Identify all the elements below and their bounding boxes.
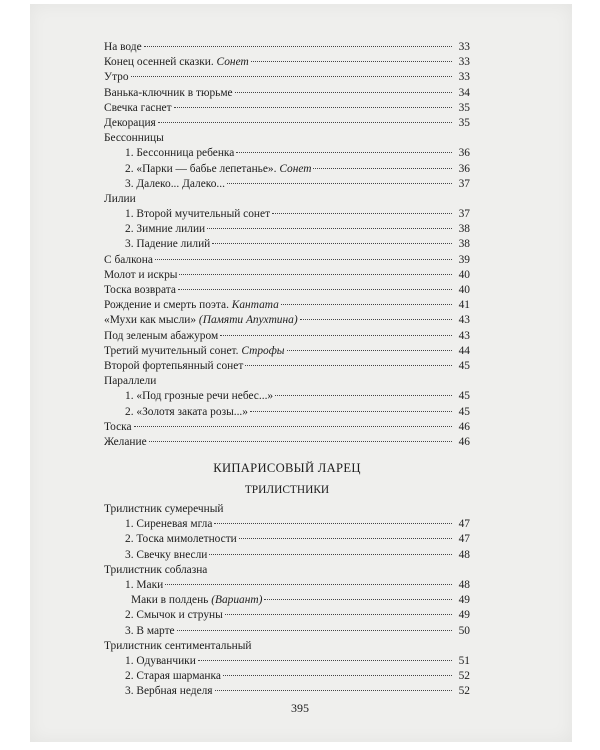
toc-part-1 — [104, 40, 470, 450]
toc-entry-title — [104, 70, 129, 85]
dot-leader — [214, 523, 452, 524]
toc-entry-page: 51 — [458, 654, 470, 667]
subsection-title: ТРИЛИСТНИКИ — [244, 484, 330, 497]
toc-entry-page: 38 — [458, 238, 470, 251]
dot-leader — [287, 350, 452, 351]
dot-leader — [174, 107, 452, 108]
dot-leader — [223, 675, 452, 676]
toc-entry-title-text: 3. Падение лилий — [125, 238, 211, 251]
toc-entry — [104, 435, 470, 450]
toc-entry — [104, 532, 470, 547]
toc-entry — [104, 359, 470, 374]
toc-entry-page: 50 — [458, 624, 470, 637]
toc-entry — [104, 207, 470, 222]
toc-entry-title — [104, 344, 285, 359]
toc-entry — [104, 268, 470, 283]
toc-entry-title-text: Свечка гаснет — [104, 101, 172, 114]
dot-leader — [245, 365, 452, 366]
dot-leader — [212, 243, 452, 244]
toc-entry-title — [104, 55, 249, 70]
toc-entry — [104, 608, 470, 623]
toc-entry-title — [104, 40, 142, 55]
dot-leader — [236, 152, 452, 153]
toc-entry-title — [125, 684, 213, 699]
dot-leader — [225, 614, 452, 615]
toc-entry-page: 38 — [458, 223, 470, 236]
toc-entry-title — [104, 435, 147, 450]
toc-entry-title-text: 2. Зимние лилии — [125, 223, 206, 236]
toc-entry-page: 36 — [458, 147, 470, 160]
toc-entry-title-text: Тоска — [104, 420, 132, 433]
toc-group-heading: Трилистник соблазна — [104, 563, 208, 576]
toc-entry-page: 52 — [458, 685, 470, 698]
toc-group-heading: Трилистник сумеречный — [104, 503, 224, 516]
toc-entry-title-text: 1. Сиреневая мгла — [125, 518, 213, 531]
dot-leader — [239, 538, 452, 539]
dot-leader — [281, 304, 452, 305]
toc-entry — [104, 70, 470, 85]
toc-entry — [104, 624, 470, 639]
toc-entry-title-text: Под зеленым абажуром — [104, 329, 219, 342]
toc-entry-genre: (Вариант) — [211, 594, 263, 607]
toc-entry-page: 34 — [458, 86, 470, 99]
toc-entry — [104, 283, 470, 298]
toc-entry-title-text: «Мухи как мысли» — [104, 314, 199, 327]
dot-leader — [272, 213, 452, 214]
toc-entry-title — [104, 101, 172, 116]
toc-entry — [104, 578, 470, 593]
toc-entry-page: 37 — [458, 208, 470, 221]
toc-entry — [104, 654, 470, 669]
toc-entry-title-text: 3. В марте — [125, 624, 175, 637]
dot-leader — [155, 259, 452, 260]
toc-entry — [104, 669, 470, 684]
toc-entry-title — [125, 237, 210, 252]
toc-entry-title — [104, 253, 153, 268]
dot-leader — [149, 441, 452, 442]
dot-leader — [313, 168, 452, 169]
table-of-contents — [104, 40, 470, 700]
toc-entry-title-text: Конец осенней сказки. — [104, 56, 217, 69]
toc-entry — [104, 420, 470, 435]
toc-entry-page: 37 — [458, 177, 470, 190]
toc-entry-title-text: 3. Свечку внесли — [125, 548, 208, 561]
toc-group-heading: Параллели — [104, 375, 157, 388]
section-title: КИПАРИСОВЫЙ ЛАРЕЦ — [213, 461, 361, 476]
toc-entry-title-text: 1. Бессонница ребенка — [125, 147, 235, 160]
toc-entry-title — [104, 420, 132, 435]
dot-leader — [131, 76, 452, 77]
toc-entry-page: 35 — [458, 101, 470, 114]
toc-entry-title — [125, 624, 175, 639]
toc-entry — [104, 101, 470, 116]
toc-entry-title-text: 3. Далеко... Далеко... — [125, 177, 225, 190]
toc-entry — [104, 237, 470, 252]
toc-entry-title — [131, 593, 262, 608]
toc-entry-title-text: С балкона — [104, 253, 153, 266]
toc-entry — [104, 40, 470, 55]
toc-entry-title-text: Ванька-ключник в тюрьме — [104, 86, 233, 99]
toc-entry-title-text: Утро — [104, 71, 129, 84]
toc-entry-title — [104, 283, 176, 298]
toc-entry-page: 47 — [458, 518, 470, 531]
toc-entry-title — [125, 207, 270, 222]
toc-entry-title — [104, 268, 177, 283]
toc-entry-page: 33 — [458, 41, 470, 53]
dot-leader — [250, 411, 452, 412]
toc-entry-page: 48 — [458, 579, 470, 591]
toc-entry-title-text: Молот и искры — [104, 268, 178, 281]
toc-entry — [104, 313, 470, 328]
toc-entry-title-text: Тоска возврата — [104, 284, 176, 296]
dot-leader — [165, 584, 452, 585]
dot-leader — [198, 660, 452, 661]
toc-entry-genre: Сонет — [216, 56, 249, 69]
toc-entry-page: 45 — [458, 405, 470, 418]
toc-entry-title — [125, 162, 311, 177]
toc-entry-page: 45 — [458, 359, 470, 372]
toc-entry — [104, 548, 470, 563]
toc-entry-page: 46 — [458, 435, 470, 448]
dot-leader — [220, 335, 452, 336]
dot-leader — [178, 289, 452, 290]
toc-entry-genre: Сонет — [279, 162, 312, 175]
dot-leader — [227, 183, 452, 184]
toc-entry-title-text: 3. Вербная неделя — [125, 685, 213, 698]
toc-entry-title-text: Рождение и смерть поэта. — [104, 299, 232, 312]
toc-entry-title — [125, 532, 237, 547]
toc-entry-title — [125, 389, 273, 404]
toc-entry-title — [125, 608, 223, 623]
toc-entry — [104, 162, 470, 177]
toc-entry-page: 47 — [458, 533, 470, 546]
toc-entry-title — [125, 146, 234, 161]
toc-entry — [104, 116, 470, 131]
toc-entry-title-text: 2. Старая шарманка — [125, 670, 221, 683]
toc-entry-title-text: Третий мучительный сонет. — [104, 344, 242, 357]
toc-entry-page: 44 — [458, 344, 470, 357]
toc-entry-title — [125, 222, 205, 237]
dot-leader — [275, 395, 452, 396]
toc-entry — [104, 389, 470, 404]
toc-group-heading: Трилистник сентиментальный — [104, 639, 252, 652]
toc-entry-title-text: 1. Маки — [125, 579, 164, 591]
toc-entry-title — [104, 86, 233, 101]
toc-entry-title — [125, 669, 221, 684]
toc-entry-title — [125, 654, 196, 669]
toc-entry-title-text: На воде — [104, 41, 142, 53]
toc-entry-title — [104, 329, 218, 344]
toc-entry-title — [104, 116, 156, 131]
page-number: 395 — [291, 701, 309, 715]
toc-part-2 — [104, 502, 470, 699]
toc-entry-title-text: Второй фортепьянный сонет — [104, 359, 244, 372]
toc-entry-title — [125, 405, 248, 420]
toc-entry-title — [104, 359, 243, 374]
toc-entry-title — [125, 548, 207, 563]
toc-entry-title-text: 1. Одуванчики — [125, 654, 196, 667]
toc-entry-page: 40 — [458, 284, 470, 296]
toc-entry-title — [125, 177, 225, 192]
toc-entry-page: 43 — [458, 314, 470, 327]
toc-group-heading: Бессонницы — [104, 132, 164, 145]
toc-entry — [104, 344, 470, 359]
dot-leader — [235, 92, 452, 93]
toc-entry-page: 39 — [458, 253, 470, 266]
dot-leader — [300, 319, 452, 320]
toc-entry-title-text: Маки в полдень — [131, 594, 212, 607]
toc-entry — [104, 55, 470, 70]
toc-entry — [104, 253, 470, 268]
dot-leader — [209, 554, 452, 555]
toc-entry — [104, 593, 470, 608]
toc-entry-page: 40 — [458, 268, 470, 281]
toc-entry-page: 41 — [458, 299, 470, 312]
toc-entry-title-text: 1. «Под грозные речи небес...» — [125, 390, 274, 403]
toc-entry — [104, 684, 470, 699]
toc-entry-page: 45 — [458, 390, 470, 403]
toc-entry — [104, 329, 470, 344]
toc-entry-title — [125, 578, 163, 593]
toc-entry — [104, 517, 470, 532]
toc-entry-page: 46 — [458, 420, 470, 433]
toc-entry-title-text: Декорация — [104, 116, 156, 129]
toc-entry-genre: (Памяти Апухтина) — [198, 314, 298, 327]
dot-leader — [264, 599, 452, 600]
toc-entry — [104, 222, 470, 237]
toc-entry-title-text: 2. «Золотя заката розы...» — [125, 405, 248, 418]
toc-entry — [104, 405, 470, 420]
dot-leader — [215, 690, 452, 691]
toc-entry-genre: Кантата — [231, 299, 279, 312]
toc-entry — [104, 146, 470, 161]
toc-entry-title-text: 1. Второй мучительный сонет — [125, 208, 271, 221]
toc-entry — [104, 298, 470, 313]
toc-entry-page: 33 — [458, 56, 470, 69]
toc-entry-page: 43 — [458, 329, 470, 342]
toc-entry-page: 33 — [458, 71, 470, 84]
dot-leader — [251, 61, 452, 62]
dot-leader — [134, 426, 452, 427]
toc-entry-genre: Строфы — [241, 344, 285, 357]
dot-leader — [177, 630, 452, 631]
toc-group-heading: Лилии — [104, 192, 136, 205]
toc-entry-page: 35 — [458, 116, 470, 129]
toc-entry — [104, 177, 470, 192]
toc-entry-title — [125, 517, 212, 532]
toc-entry-title-text: 2. Смычок и струны — [125, 609, 223, 622]
toc-entry-page: 49 — [458, 609, 470, 622]
dot-leader — [179, 274, 452, 275]
dot-leader — [158, 122, 452, 123]
toc-entry-page: 52 — [458, 670, 470, 683]
dot-leader — [207, 228, 452, 229]
dot-leader — [144, 46, 452, 47]
toc-entry-title-text: 2. Тоска мимолетности — [125, 533, 237, 546]
toc-entry-page: 49 — [458, 594, 470, 607]
toc-entry-page: 48 — [458, 548, 470, 561]
toc-entry-page: 36 — [458, 162, 470, 175]
toc-entry-title — [104, 298, 279, 313]
toc-entry-title-text: Желание — [104, 435, 147, 448]
toc-entry — [104, 86, 470, 101]
toc-entry-title-text: 2. «Парки — бабье лепетанье». — [125, 162, 280, 175]
toc-entry-title — [104, 313, 298, 328]
